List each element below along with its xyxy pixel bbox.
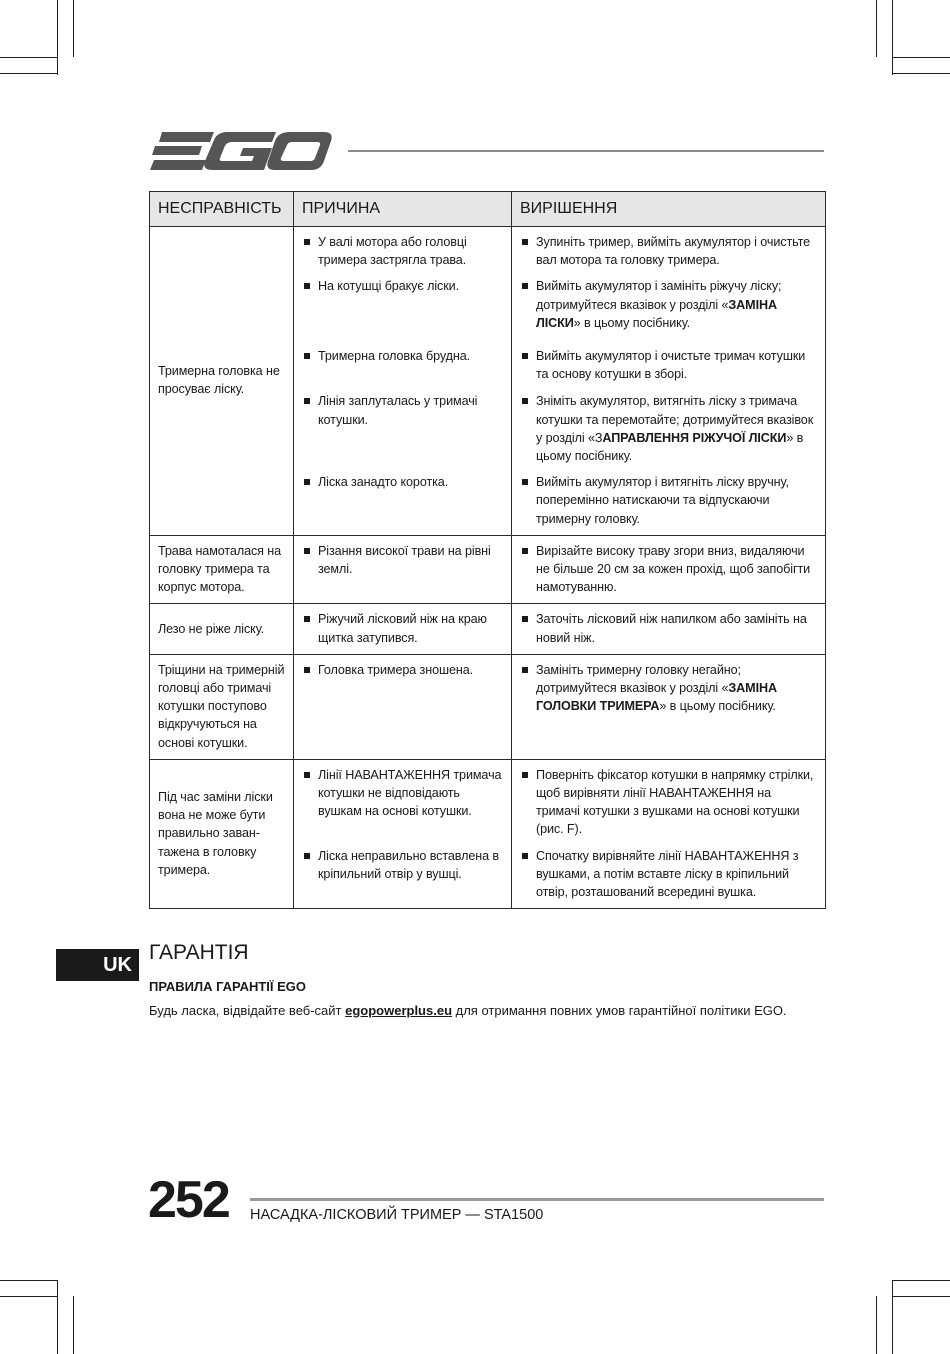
fault-cell: Під час заміни ліски вона не може бути правильно заван-тажена в головку тримера. bbox=[150, 759, 294, 908]
header-solution: ВИРІШЕННЯ bbox=[512, 192, 826, 227]
solution-item: Замініть тримерну головку негайно; дотримуйтеся вказівок у розділі «ЗАМІНА ГОЛОВКИ ТРИМЕРА» в цьому посібнику. bbox=[520, 661, 817, 716]
solution-item: Спочатку вирівняйте лінії НАВАНТАЖЕННЯ з вушками, а потім вставте ліску в кріпильний отвір, розташований всередині вушка. bbox=[520, 847, 817, 902]
solution-cell bbox=[512, 759, 826, 842]
crop-mark bbox=[0, 57, 57, 58]
fault-cell: Трава намоталася на головку тримера та корпус мотора. bbox=[150, 535, 294, 604]
crop-mark bbox=[876, 0, 877, 57]
cause-item: Лінія заплуталась у тримачі котушки. bbox=[302, 392, 503, 428]
warranty-text bbox=[149, 1003, 787, 1018]
warranty-text-after: для отримання повних умов гарантійної політики EGO. bbox=[452, 1003, 787, 1018]
crop-mark bbox=[0, 1280, 57, 1281]
solution-cell bbox=[512, 469, 826, 535]
crop-mark bbox=[0, 1296, 57, 1297]
solution-item: Вийміть акумулятор і витягніть ліску вручну, поперемінно натискаючи та відпускаючи тримерну головку. bbox=[520, 473, 817, 528]
header-cause: ПРИЧИНА bbox=[294, 192, 512, 227]
cause-cell bbox=[294, 843, 512, 909]
warranty-link[interactable]: egopowerplus.eu bbox=[345, 1003, 453, 1018]
crop-mark bbox=[57, 0, 58, 75]
solution-cell bbox=[512, 654, 826, 759]
solution-cell bbox=[512, 387, 826, 469]
header-fault: НЕСПРАВНІСТЬ bbox=[150, 192, 294, 227]
cause-item: Головка тримера зношена. bbox=[302, 661, 503, 679]
cause-cell bbox=[294, 336, 512, 387]
solution-item: Вирізайте високу траву згори вниз, видаляючи не більше 20 см за кожен прохід, щоб запобігти намотуванню. bbox=[520, 542, 817, 597]
ego-logo bbox=[150, 130, 332, 172]
solution-cell bbox=[512, 604, 826, 654]
solution-item: Вийміть акумулятор і очистьте тримач котушки та основу котушки в зборі. bbox=[520, 347, 817, 383]
solution-cell bbox=[512, 336, 826, 387]
warranty-title: ГАРАНТІЯ bbox=[149, 941, 249, 964]
page-number: 252 bbox=[148, 1171, 229, 1229]
table-row bbox=[150, 654, 826, 759]
table-row bbox=[150, 604, 826, 654]
fault-cell: Тримерна головка не просуває ліску. bbox=[150, 227, 294, 536]
cause-cell bbox=[294, 387, 512, 469]
cause-cell bbox=[294, 654, 512, 759]
cause-cell bbox=[294, 604, 512, 654]
solution-cell bbox=[512, 535, 826, 604]
language-tab: UK bbox=[56, 949, 139, 981]
solution-cell bbox=[512, 843, 826, 909]
cause-item: Ліска неправильно вставлена в кріпильний отвір у вушці. bbox=[302, 847, 503, 883]
table-row bbox=[150, 227, 826, 274]
crop-mark bbox=[893, 1296, 950, 1297]
cause-cell bbox=[294, 273, 512, 336]
cause-item: У валі мотора або головці тримера застрягла трава. bbox=[302, 233, 503, 269]
crop-mark bbox=[892, 0, 893, 75]
cause-item: Лінії НАВАНТАЖЕННЯ тримача котушки не відповідають вушкам на основі котушки. bbox=[302, 766, 503, 821]
footer-rule bbox=[250, 1198, 824, 1201]
cause-cell bbox=[294, 535, 512, 604]
cause-cell bbox=[294, 227, 512, 274]
crop-mark bbox=[876, 1296, 877, 1354]
fault-cell: Тріщини на тримерній головці або тримачі котушки поступово відкручуються на основі котушки. bbox=[150, 654, 294, 759]
cause-cell bbox=[294, 759, 512, 842]
table-header-row bbox=[150, 192, 826, 227]
solution-item: Поверніть фіксатор котушки в напрямку стрілки, щоб вирівняти лінії НАВАНТАЖЕННЯ на тримачі котушки з вушками на основі котушки (рис. F). bbox=[520, 766, 817, 839]
solution-item: Зупиніть тример, вийміть акумулятор і очистьте вал мотора та головку тримера. bbox=[520, 233, 817, 269]
crop-mark bbox=[73, 0, 74, 57]
cause-item: На котушці бракує ліски. bbox=[302, 277, 503, 295]
warranty-text-before: Будь ласка, відвідайте веб-сайт bbox=[149, 1003, 346, 1018]
crop-mark bbox=[893, 73, 950, 74]
solution-item: Вийміть акумулятор і замініть ріжучу ліску; дотримуйтеся вказівок у розділі «ЗАМІНА ЛІСКИ» в цьому посібнику. bbox=[520, 277, 817, 332]
crop-mark bbox=[893, 1280, 950, 1281]
cause-item: Тримерна головка брудна. bbox=[302, 347, 503, 365]
solution-cell bbox=[512, 273, 826, 336]
solution-cell bbox=[512, 227, 826, 274]
solution-item: Заточіть лісковий ніж напилком або замініть на новий ніж. bbox=[520, 610, 817, 646]
solution-item: Зніміть акумулятор, витягніть ліску з тримача котушки та перемотайте; дотримуйтеся вказівок у розділі «ЗАПРАВЛЕННЯ РІЖУЧОЇ ЛІСКИ» в цьому посібнику. bbox=[520, 392, 817, 465]
crop-mark bbox=[0, 73, 57, 74]
crop-mark bbox=[893, 57, 950, 58]
troubleshooting-table bbox=[149, 191, 826, 909]
crop-mark bbox=[57, 1280, 58, 1354]
warranty-subtitle: ПРАВИЛА ГАРАНТІЇ EGO bbox=[149, 979, 307, 994]
table-row bbox=[150, 535, 826, 604]
fault-cell: Лезо не ріже ліску. bbox=[150, 604, 294, 654]
crop-mark bbox=[73, 1296, 74, 1354]
cause-cell bbox=[294, 469, 512, 535]
cause-item: Ріжучий лісковий ніж на краю щитка затупився. bbox=[302, 610, 503, 646]
header-rule bbox=[348, 150, 824, 152]
footer-title: НАСАДКА-ЛІСКОВИЙ ТРИМЕР — STA1500 bbox=[250, 1207, 544, 1223]
crop-mark bbox=[892, 1280, 893, 1354]
cause-item: Ліска занадто коротка. bbox=[302, 473, 503, 491]
cause-item: Різання високої трави на рівні землі. bbox=[302, 542, 503, 578]
table-row bbox=[150, 759, 826, 842]
